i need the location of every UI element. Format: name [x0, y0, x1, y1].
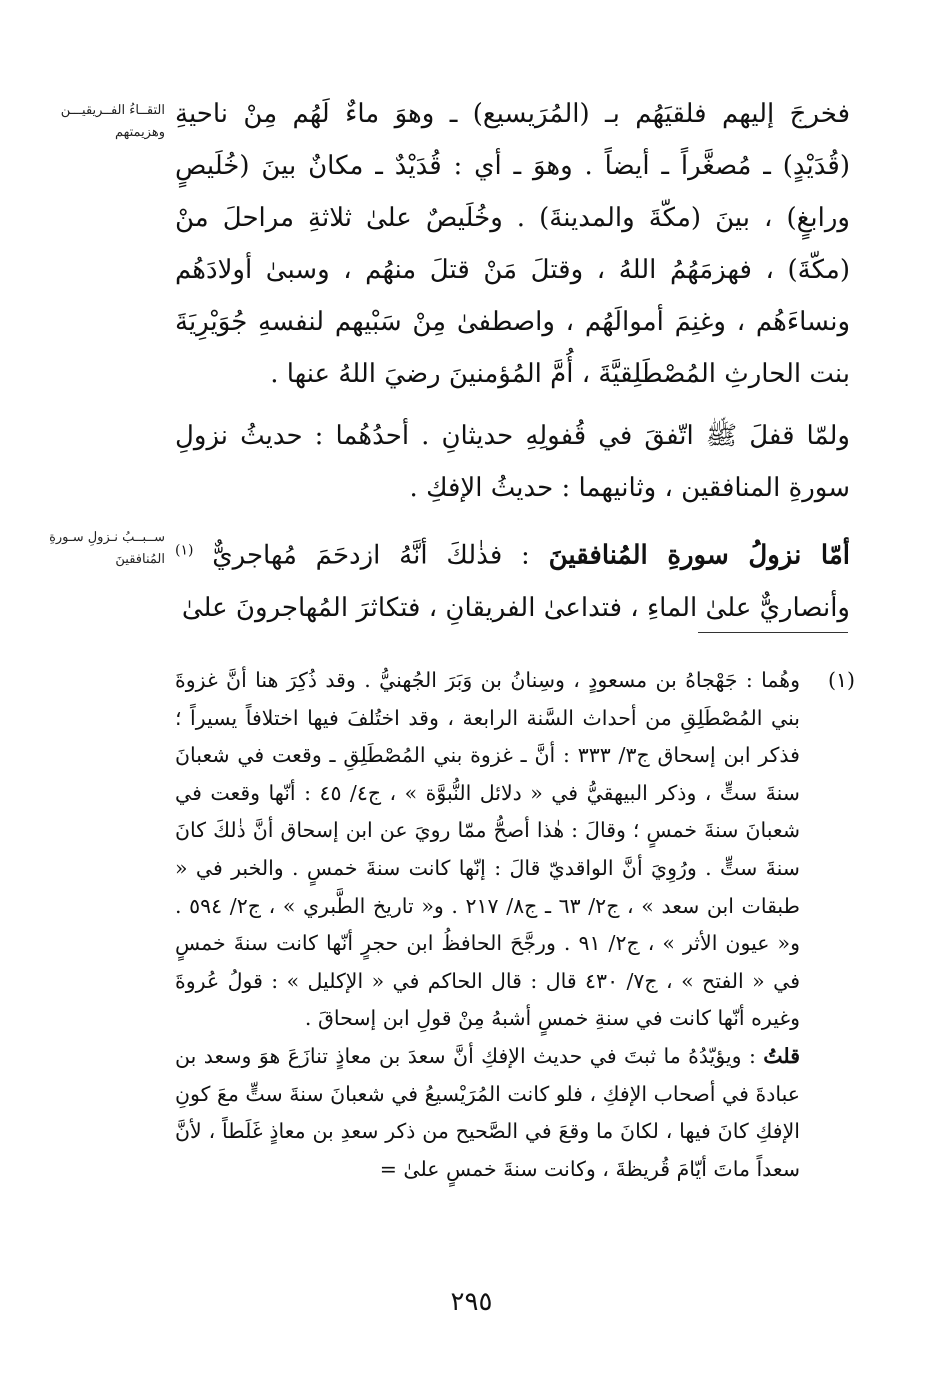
footnote-qultu-label: قلتُ [763, 1043, 800, 1068]
footnote-reference [175, 541, 193, 571]
margin-note-surah-cause: ســبــبُ نـزولِ سـورةِ المُنافقينَ [49, 530, 165, 567]
footnote-separator [698, 632, 848, 633]
heading-surah-munafiqin: أمّا نزولُ سورةِ المُنافقينَ [548, 540, 850, 571]
paragraph-munafiqin-tail: وأنصاريٌّ علىٰ الماءِ ، فتداعىٰ الفريقانِ ، فتكاثرَ المُهاجرونَ علىٰ [181, 592, 850, 623]
margin-note-battle: التقــاءُ الفــريقيـــن وهزيمتهم [60, 103, 165, 140]
footnote-body [175, 662, 855, 1188]
paragraph-munafiqin [175, 524, 850, 634]
footnotes [175, 662, 855, 1188]
paragraph-munafiqin-lead: : فذٰلكَ أنَّهُ ازدحَمَ مُهاجريٌّ [212, 540, 549, 571]
footnote-paragraph-qultu [175, 1038, 800, 1188]
footnote-number: (١) [827, 668, 855, 692]
footnote-paragraph-main: وهُما : جَهْجاهُ بن مسعودٍ ، وسِنانُ بن وَبَرَ الجُهنيُّ . وقد ذُكِرَ هنا أنَّ غزوةَ بني المُصْطَلِقِ من أحداث السَّنة الرابعة ، وقد اختُلفَ فيها اختلافاً يسيراً ؛ فذكر ابن إسحاق ج٣/ ٣٣٣ : أنَّ ـ غزوة بني المُصْطَلِقِ ـ وقعت في شعبانَ سنةَ ستٍّ ، وذكر البيهقيُّ في « دلائل النُّبوَّة » ، ج٤/ ٤٥ : أنّها وقعت في شعبانَ سنةَ خمسٍ ؛ وقالَ : هٰذا أصحُّ ممّا رويَ عن ابن إسحاق أنَّ ذٰلكَ كانَ سنةَ ستٍّ . ورُوِيَ أنَّ الواقديّ قالَ : إنّها كانت سنةَ خمسٍ . والخبر في « طبقات ابن سعد » ، ج٢/ ٦٣ ـ ج٨/ ٢١٧ . و« تاريخ الطَّبري » ، ج٢/ ٥٩٤ . و« عيون الأثر » ، ج٢/ ٩١ . ورجَّحَ الحافظُ ابن حجرٍ أنّها كانت سنةَ خمسٍ في « الفتح » ، ج٧/ ٤٣٠ قال : قال الحاكم في « الإكليل » : قولُ عُروةَ وغيره أنّها كانت في سنةِ خمسٍ أشبهُ مِنْ قولِ ابن إسحاقَ . [175, 668, 800, 1031]
footnote-1 [175, 662, 855, 1188]
page-number: ٢٩٥ [450, 1287, 493, 1317]
main-text [175, 88, 850, 634]
paragraph-campaign: فخرجَ إليهم فلقيَهُم بـ (المُرَيسيع) ـ وهوَ ماءٌ لَهُم مِنْ ناحيةِ (قُدَيْدٍ) ـ مُصغَّراً ـ أيضاً . وهوَ ـ أي : قُدَيْدٌ ـ مكانٌ بينَ (خُلَيصٍ ورابغٍ) ، بينَ (مكّةَ والمدينةَ) . وخُلَيصٌ علىٰ ثلاثةِ مراحلَ منْ (مكّةَ) ، فهزمَهُمُ اللهُ ، وقتلَ مَنْ قتلَ منهُم ، وسبىٰ أولادَهُم ونساءَهُم ، وغنِمَ أموالَهُم ، واصطفىٰ مِنْ سَبْيهم لنفسهِ جُوَيْرِيَةَ بنت الحارثِ المُصْطَلِقيَّةَ ، أُمَّ المُؤمنينَ رضيَ اللهُ عنها . [175, 99, 851, 389]
paragraph-return: ولمّا قفلَ ﷺ اتّفقَ في قُفولِهِ حديثانِ . أحدُهُما : حديثُ نزولِ سورةِ المنافقين ، وثانيهما : حديثُ الإفكِ . [175, 421, 850, 503]
footnote-qultu-text: : ويؤيّدُهُ ما ثبتَ في حديث الإفكِ أنَّ سعدَ بن معاذٍ تنازَعَ هوَ وسعد بن عبادةَ في أصحاب الإفكِ ، فلو كانت المُرَيْسيعُ في شعبانَ سنةَ ستٍّ معَ كونِ الإفكِ كانَ فيها ، لكانَ ما وقعَ في الصَّحيح من ذكر سعدِ بن معاذٍ غَلَطاً ، لأنَّ سعداً ماتَ أيّامَ قُريظةَ ، وكانت سنةَ خمسٍ علىٰ = [175, 1043, 800, 1181]
footnote-ref-number: (١) [175, 542, 194, 558]
